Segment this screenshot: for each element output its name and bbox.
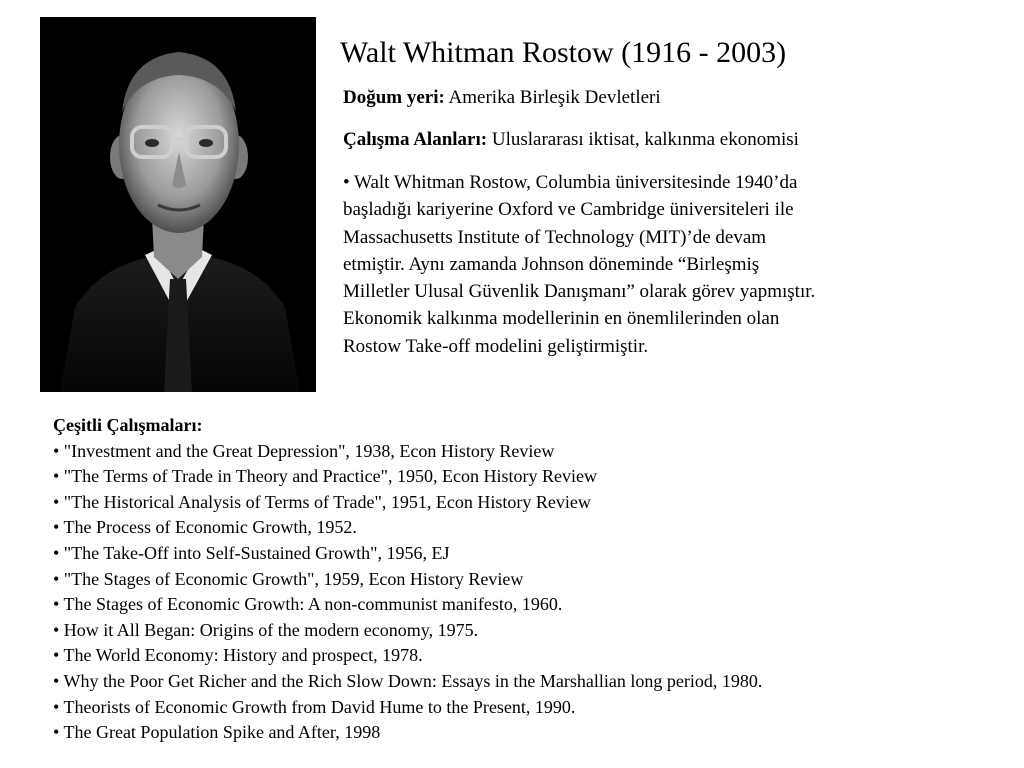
fields-value: Uluslararası iktisat, kalkınma ekonomisi: [491, 129, 799, 150]
works-heading: Çeşitli Çalışmaları:: [53, 415, 203, 435]
works-list-item: • The Process of Economic Growth, 1952.: [53, 517, 357, 538]
page-title: Walt Whitman Rostow (1916 - 2003): [340, 36, 787, 69]
works-list-item: • "The Take-Off into Self-Sustained Growth", 1956, EJ: [53, 542, 450, 563]
birthplace-row: [343, 84, 661, 111]
bio-line: • Walt Whitman Rostow, Columbia üniversitesinde 1940’da: [343, 172, 798, 193]
works-section: [53, 413, 762, 746]
works-list-item: • The Great Population Spike and After, 1998: [53, 722, 381, 743]
works-list-item: • "The Historical Analysis of Terms of Trade", 1951, Econ History Review: [53, 491, 591, 512]
birthplace-value: Amerika Birleşik Devletleri: [448, 87, 661, 108]
biography-paragraph: [343, 169, 943, 360]
works-list-item: • How it All Began: Origins of the modern economy, 1975.: [53, 619, 479, 640]
works-list-item: • "The Stages of Economic Growth", 1959, Econ History Review: [53, 568, 524, 589]
bio-line: Massachusetts Institute of Technology (MIT)’de devam: [343, 226, 767, 248]
bio-line: Rostow Take-off modelini geliştirmiştir.: [343, 335, 649, 357]
works-list-item: • Theorists of Economic Growth from David Hume to the Present, 1990.: [53, 696, 576, 717]
bio-line: Milletler Ulusal Güvenlik Danışmanı” olarak görev yapmıştır.: [343, 281, 816, 303]
works-list-item: • The World Economy: History and prospect, 1978.: [53, 645, 423, 666]
works-list-item: • Why the Poor Get Richer and the Rich Slow Down: Essays in the Marshallian long period, 1980.: [53, 670, 763, 691]
works-list-item: • The Stages of Economic Growth: A non-communist manifesto, 1960.: [53, 594, 563, 615]
fields-label: Çalışma Alanları:: [343, 129, 488, 150]
works-list-item: • "The Terms of Trade in Theory and Practice", 1950, Econ History Review: [53, 466, 597, 487]
bio-line: Ekonomik kalkınma modellerinin en önemlilerinden olan: [343, 308, 780, 330]
fields-row: [343, 126, 799, 153]
portrait-photo: [40, 17, 316, 392]
works-list-item: • "Investment and the Great Depression", 1938, Econ History Review: [53, 440, 555, 461]
works-list: [53, 439, 762, 746]
birthplace-label: Doğum yeri:: [343, 87, 445, 108]
bio-line: başladığı kariyerine Oxford ve Cambridge üniversiteleri ile: [343, 199, 794, 221]
bio-line: etmiştir. Aynı zamanda Johnson döneminde “Birleşmiş: [343, 253, 760, 275]
